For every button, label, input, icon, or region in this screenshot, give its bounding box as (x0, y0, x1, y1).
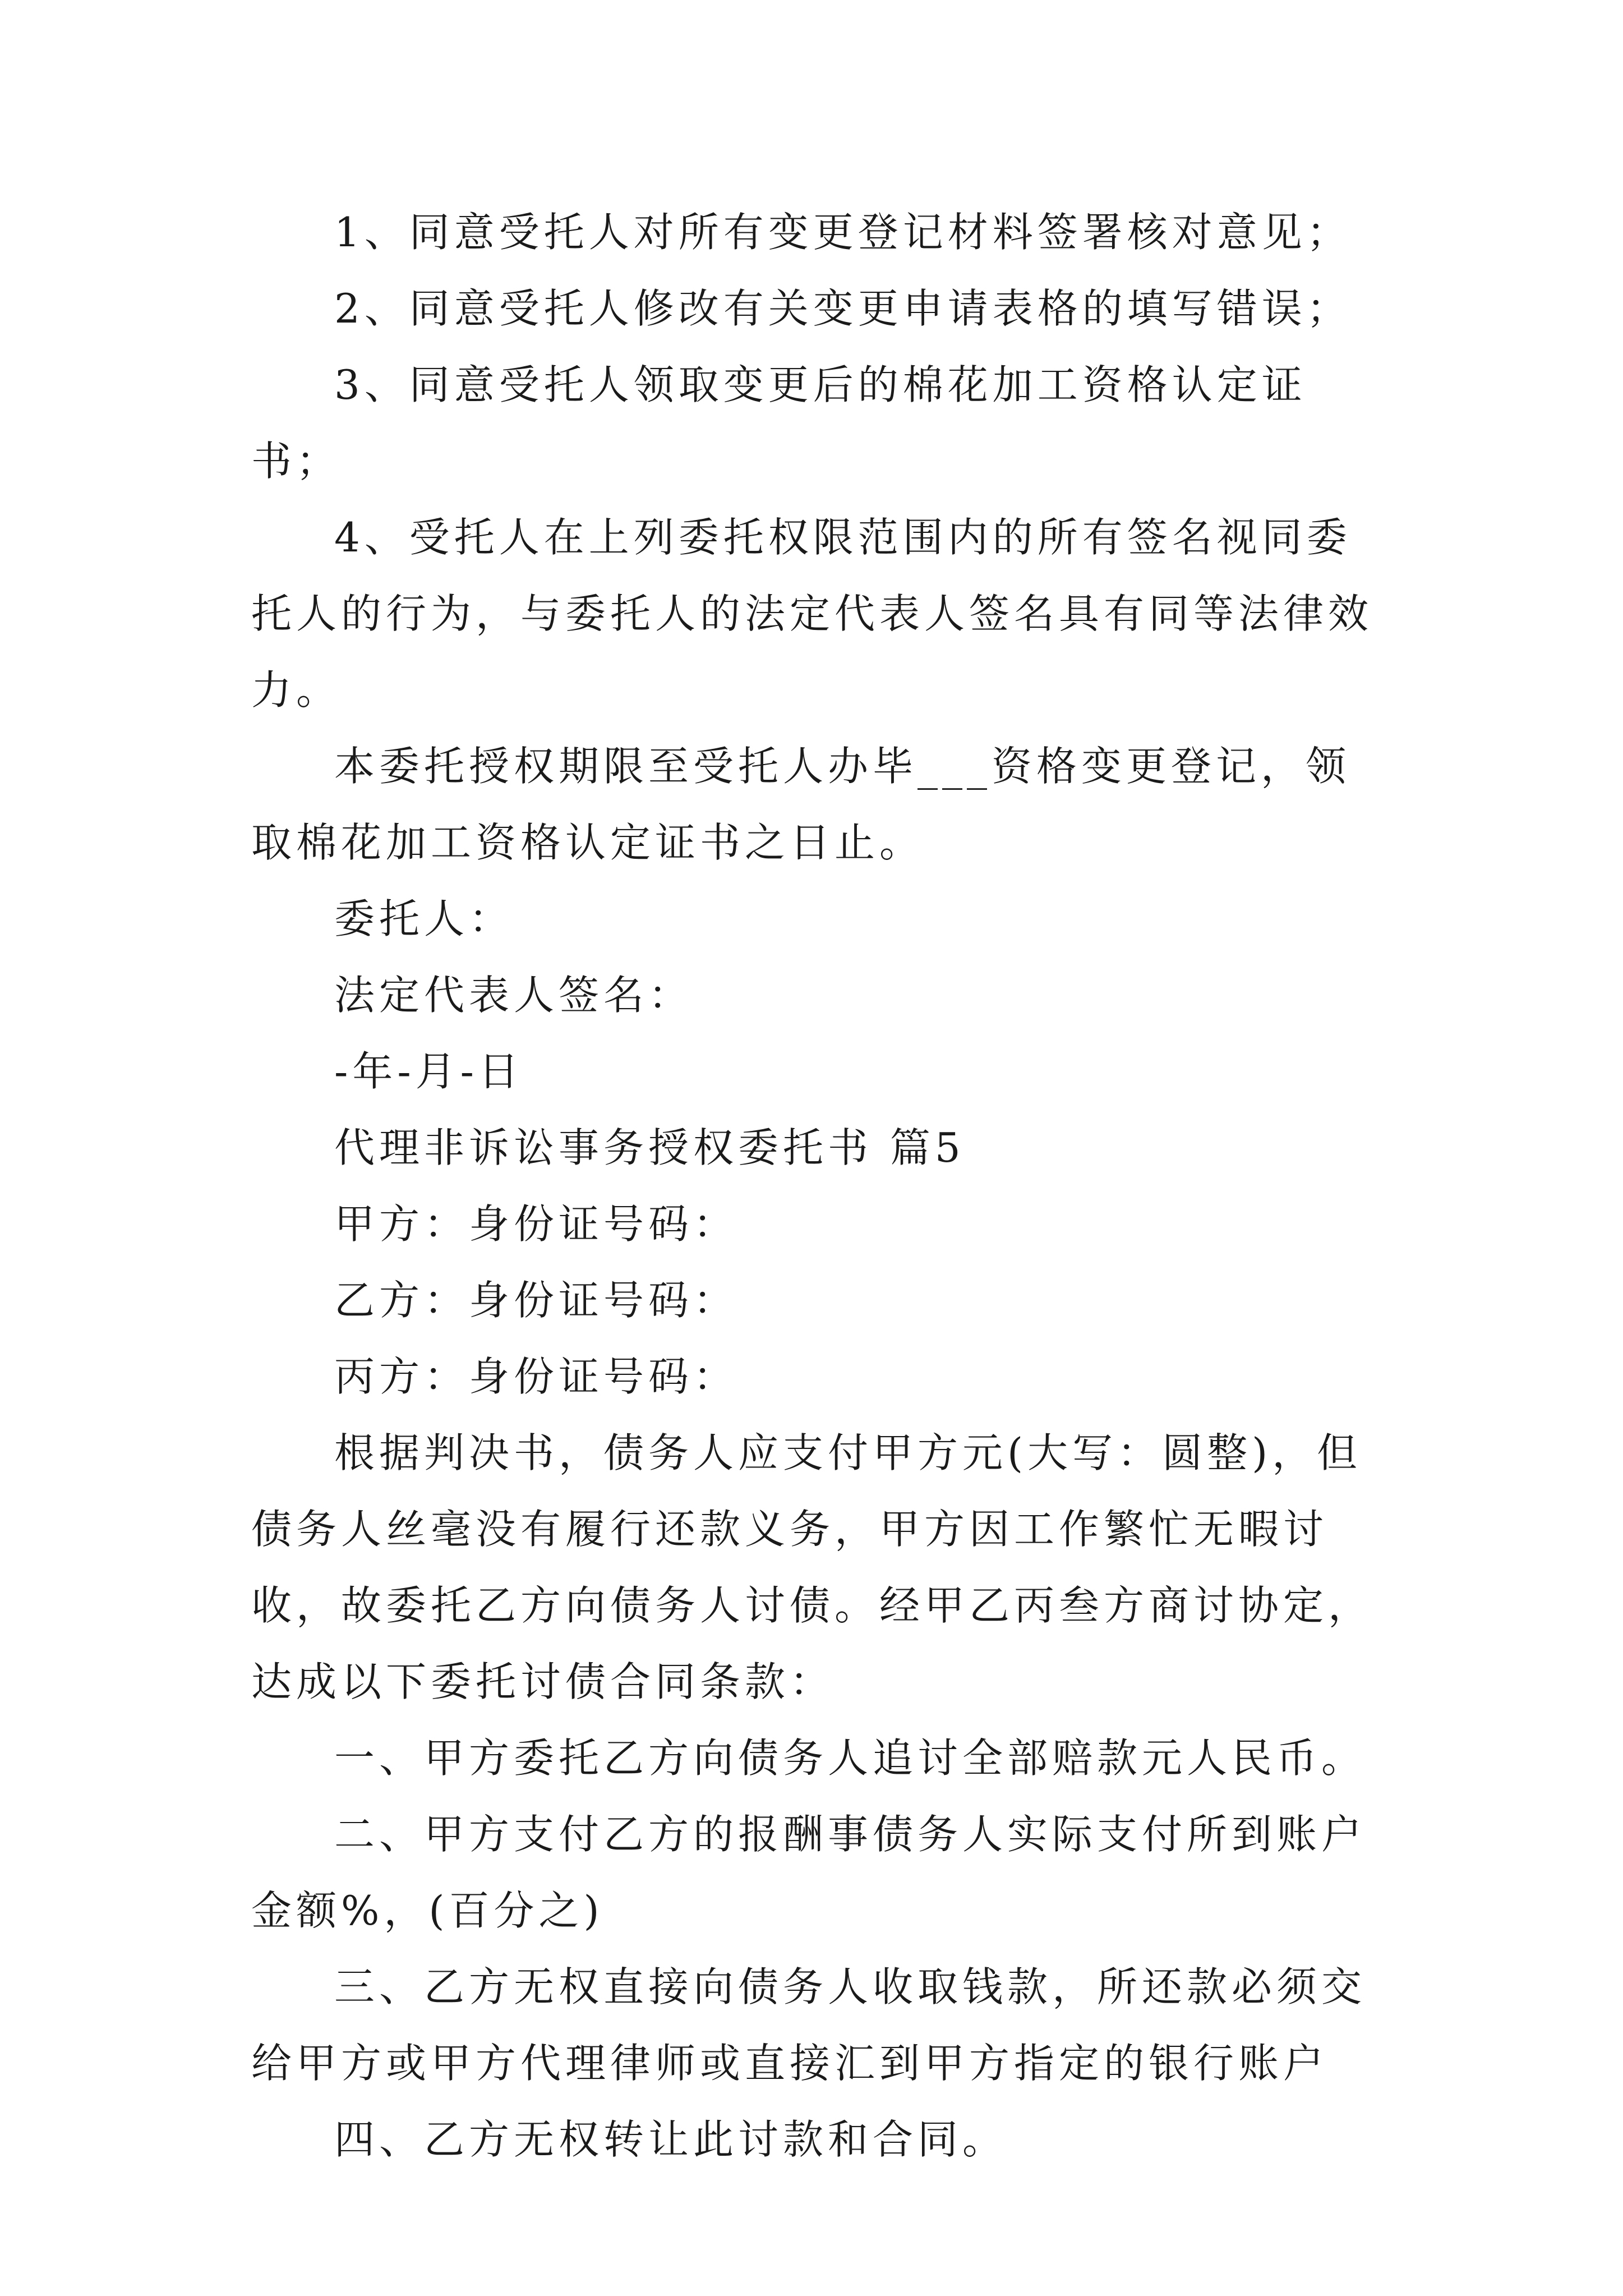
document-body (251, 194, 1378, 2178)
article-4: 四、乙方无权转让此讨款和合同。 (334, 2116, 1008, 2163)
section-title: 代理非诉讼事务授权委托书 篇5 (334, 1124, 965, 1171)
party-c-id: 丙方：身份证号码： (334, 1353, 739, 1400)
party-b-id: 乙方：身份证号码： (334, 1277, 739, 1324)
clause-3: 3、同意受托人领取变更后的棉花加工资格认定证书； (251, 361, 1307, 485)
principal-label: 委托人： (334, 895, 514, 942)
clause-1: 1、同意受托人对所有变更登记材料签署核对意见； (334, 209, 1352, 256)
article-2: 二、甲方支付乙方的报酬事债务人实际支付所到账户金额%，(百分之) (251, 1811, 1367, 1934)
clause-4: 4、受托人在上列委托权限范围内的所有签名视同委托人的行为，与委托人的法定代表人签名具有同等法律效力。 (251, 514, 1373, 714)
preamble-paragraph: 根据判决书，债务人应支付甲方元(大写：圆整)，但债务人丝毫没有履行还款义务，甲方因工作繁忙无暇讨收，故委托乙方向债务人讨债。经甲乙丙叁方商讨协定，达成以下委托讨债合同条款： (251, 1429, 1373, 1705)
clause-2: 2、同意受托人修改有关变更申请表格的填写错误； (334, 285, 1352, 332)
article-1: 一、甲方委托乙方向债务人追讨全部赔款元人民币。 (334, 1734, 1367, 1782)
authorization-period: 本委托授权期限至受托人办毕___资格变更登记，领取棉花加工资格认定证书之日止。 (251, 743, 1351, 866)
article-3: 三、乙方无权直接向债务人收取钱款，所还款必须交给甲方或甲方代理律师或直接汇到甲方指定的银行账户 (251, 1963, 1367, 2087)
legal-representative-signature: 法定代表人签名： (334, 972, 694, 1019)
party-a-id: 甲方：身份证号码： (334, 1200, 739, 1248)
date-line: -年-月-日 (334, 1048, 523, 1095)
